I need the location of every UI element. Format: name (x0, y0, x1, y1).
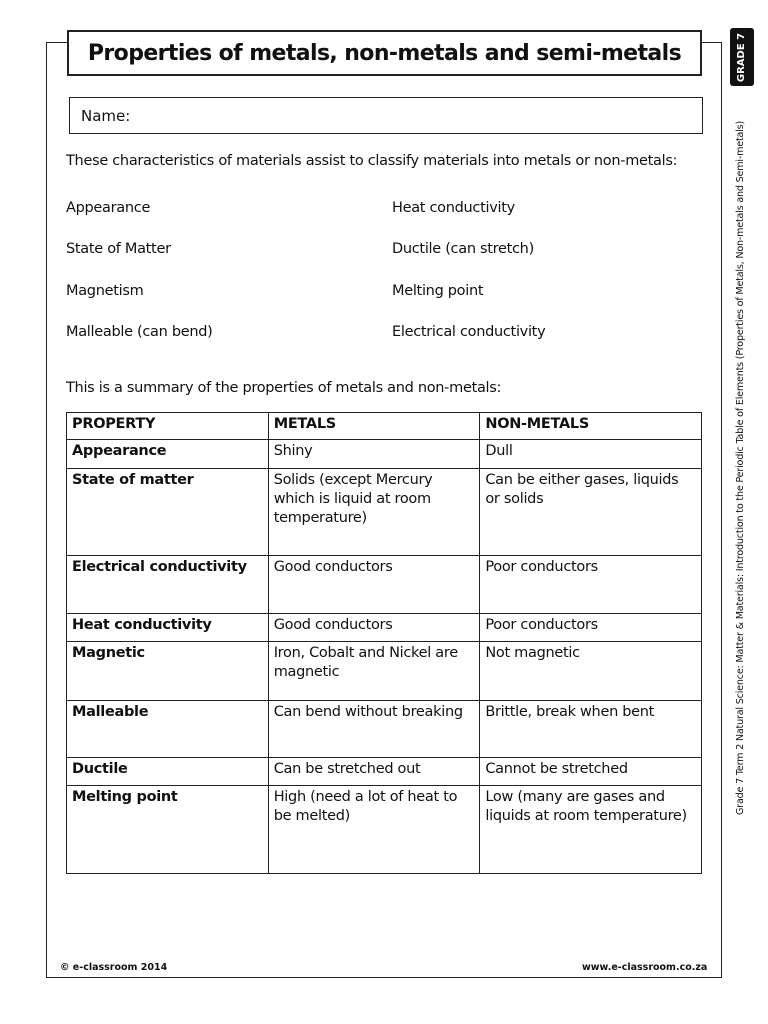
column-header: METALS (268, 413, 480, 440)
characteristic-item: Malleable (can bend) (66, 324, 213, 340)
table-row (67, 614, 702, 642)
title-box (67, 30, 702, 76)
characteristic-item: Heat conductivity (392, 200, 515, 216)
summary-text: This is a summary of the properties of metals and non-metals: (66, 380, 502, 396)
property-cell: Appearance (67, 440, 269, 469)
metals-cell: Can be stretched out (268, 757, 480, 785)
non-metals-cell: Low (many are gases and liquids at room temperature) (480, 785, 702, 873)
property-cell: Melting point (67, 785, 269, 873)
property-cell: Ductile (67, 757, 269, 785)
non-metals-cell: Can be either gases, liquids or solids (480, 469, 702, 556)
characteristic-item: Appearance (66, 200, 151, 216)
non-metals-cell: Poor conductors (480, 556, 702, 614)
side-caption: Grade 7 Term 2 Natural Science: Matter & Materials: Introduction to the Periodic Table of Elements (Properties of Metals, Non-metals and Semi-metals) (735, 120, 746, 816)
properties-table (66, 412, 702, 874)
property-cell: Heat conductivity (67, 614, 269, 642)
metals-cell: Iron, Cobalt and Nickel are magnetic (268, 642, 480, 700)
grade-tab (730, 28, 754, 86)
table-row (67, 469, 702, 556)
non-metals-cell: Poor conductors (480, 614, 702, 642)
footer-copyright: © e-classroom 2014 (60, 962, 168, 973)
metals-cell: Can bend without breaking (268, 700, 480, 757)
characteristic-item: Electrical conductivity (392, 324, 546, 340)
property-cell: Magnetic (67, 642, 269, 700)
table-header-row (67, 413, 702, 440)
characteristic-item: Melting point (392, 283, 484, 299)
property-cell: Malleable (67, 700, 269, 757)
non-metals-cell: Not magnetic (480, 642, 702, 700)
non-metals-cell: Dull (480, 440, 702, 469)
intro-text: These characteristics of materials assist to classify materials into metals or non-metals: (66, 153, 678, 169)
metals-cell: High (need a lot of heat to be melted) (268, 785, 480, 873)
name-field[interactable] (69, 97, 703, 134)
characteristic-item: Ductile (can stretch) (392, 241, 534, 257)
page-title: Properties of metals, non-metals and semi-metals (87, 40, 682, 66)
property-cell: Electrical conductivity (67, 556, 269, 614)
table-row (67, 700, 702, 757)
metals-cell: Good conductors (268, 614, 480, 642)
characteristic-item: State of Matter (66, 241, 171, 257)
footer-website-link[interactable]: www.e-classroom.co.za (582, 962, 708, 973)
metals-cell: Good conductors (268, 556, 480, 614)
table-row (67, 642, 702, 700)
table-row (67, 556, 702, 614)
column-header: NON-METALS (480, 413, 702, 440)
property-cell: State of matter (67, 469, 269, 556)
grade-label: GRADE 7 (736, 32, 748, 82)
name-label: Name: (81, 106, 131, 125)
table-row (67, 757, 702, 785)
column-header: PROPERTY (67, 413, 269, 440)
metals-cell: Solids (except Mercury which is liquid at room temperature) (268, 469, 480, 556)
non-metals-cell: Brittle, break when bent (480, 700, 702, 757)
characteristic-item: Magnetism (66, 283, 144, 299)
metals-cell: Shiny (268, 440, 480, 469)
non-metals-cell: Cannot be stretched (480, 757, 702, 785)
table-row (67, 440, 702, 469)
table-row (67, 785, 702, 873)
